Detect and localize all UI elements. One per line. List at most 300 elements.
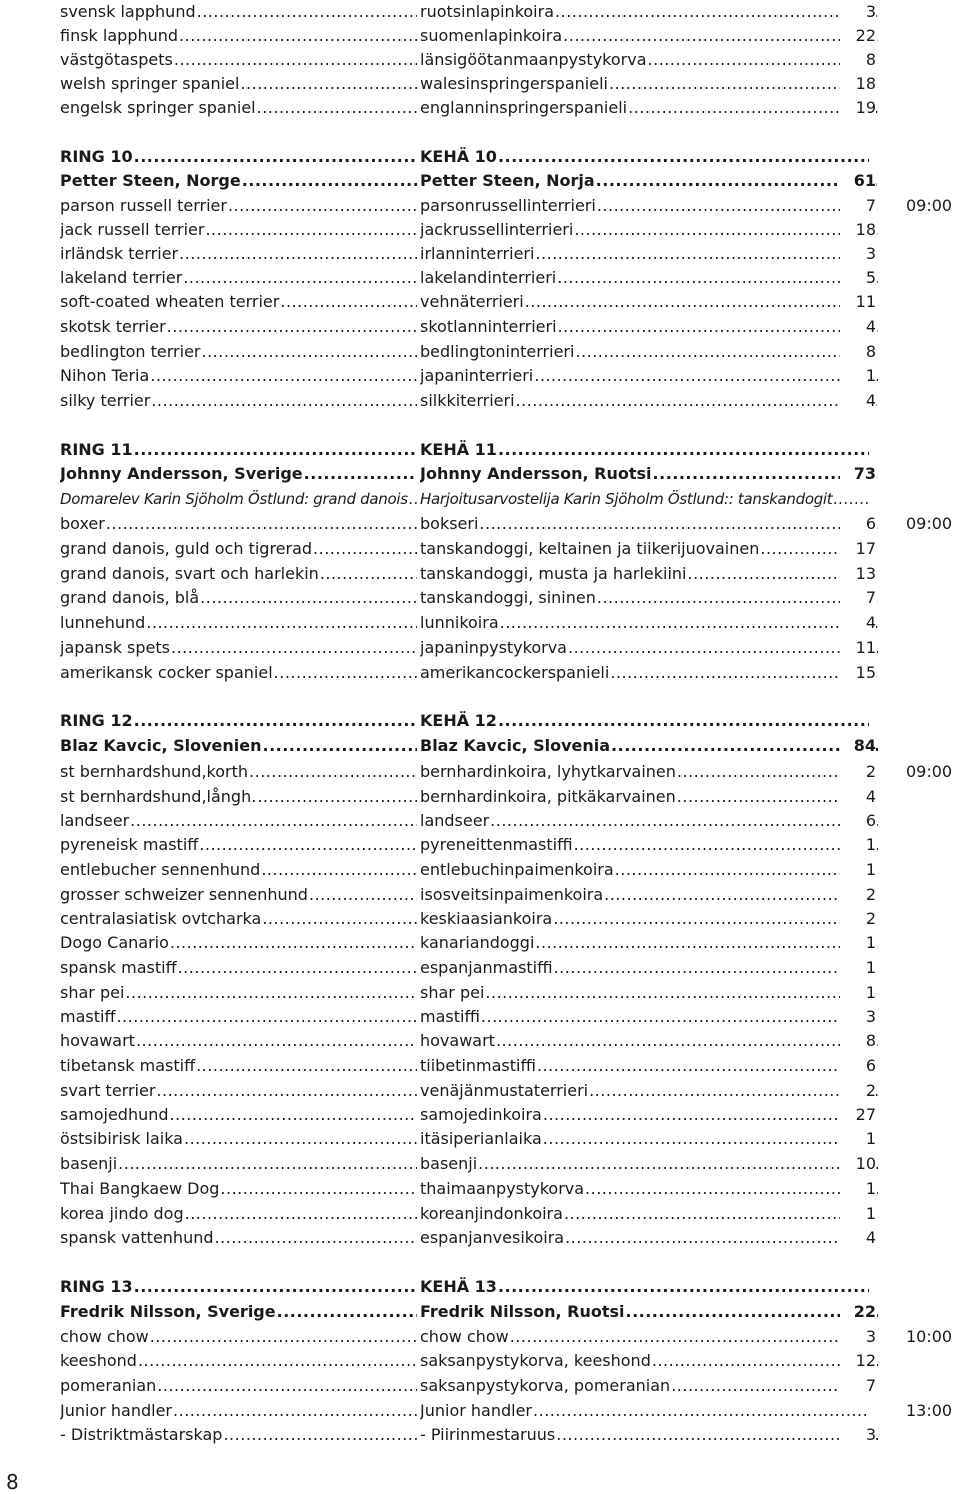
swedish-name: svart terrier bbox=[60, 1081, 156, 1100]
swedish-name: RING 12 bbox=[60, 711, 133, 730]
finnish-name-cell bbox=[420, 709, 869, 733]
swedish-name: keeshond bbox=[60, 1351, 137, 1370]
swedish-name-cell bbox=[60, 512, 417, 536]
swedish-name-cell bbox=[60, 785, 417, 809]
breed-row bbox=[0, 1054, 960, 1078]
finnish-name-cell bbox=[420, 611, 878, 635]
finnish-name: bokseri bbox=[420, 514, 479, 533]
finnish-name: itäsiperianlaika bbox=[420, 1129, 542, 1148]
finnish-name-cell bbox=[420, 1325, 878, 1349]
swedish-name-cell bbox=[60, 290, 417, 314]
ring-header-row bbox=[0, 462, 960, 486]
swedish-name-cell bbox=[60, 760, 417, 784]
swedish-name: västgötaspets bbox=[60, 50, 173, 69]
finnish-name-cell bbox=[420, 48, 878, 72]
finnish-name: KEHÄ 10 bbox=[420, 147, 497, 166]
swedish-name: grand danois, svart och harlekin bbox=[60, 564, 319, 583]
entry-count: 2 bbox=[840, 883, 876, 907]
entry-count: 8 bbox=[840, 340, 876, 364]
entry-count: 3 bbox=[840, 1423, 876, 1447]
finnish-name-cell bbox=[420, 266, 878, 290]
entry-count: 1 bbox=[840, 833, 876, 857]
entry-count: 6 bbox=[840, 1054, 876, 1078]
start-time: 10:00 bbox=[906, 1327, 953, 1346]
ring-header-row bbox=[0, 734, 960, 758]
finnish-name-cell bbox=[420, 1349, 878, 1373]
entry-count: 1 bbox=[840, 1177, 876, 1201]
finnish-name: shar pei bbox=[420, 983, 485, 1002]
finnish-name-cell bbox=[420, 1103, 878, 1127]
swedish-name-cell bbox=[60, 389, 417, 413]
swedish-name: lunnehund bbox=[60, 613, 146, 632]
finnish-name: KEHÄ 11 bbox=[420, 440, 497, 459]
entry-count: 13 bbox=[840, 562, 876, 586]
finnish-name: walesinspringerspanieli bbox=[420, 74, 608, 93]
finnish-name: tanskandoggi, sininen bbox=[420, 588, 596, 607]
finnish-name-cell bbox=[420, 487, 869, 511]
swedish-name-cell bbox=[60, 438, 417, 462]
swedish-name-cell bbox=[60, 72, 417, 96]
breed-row bbox=[0, 1029, 960, 1053]
swedish-name: svensk lapphund bbox=[60, 2, 196, 21]
breed-row bbox=[0, 1103, 960, 1127]
finnish-name: ruotsinlapinkoira bbox=[420, 2, 555, 21]
finnish-name-cell bbox=[420, 586, 878, 610]
swedish-name-cell bbox=[60, 218, 417, 242]
finnish-name-cell bbox=[420, 1374, 878, 1398]
swedish-name-cell bbox=[60, 340, 417, 364]
swedish-name: östsibirisk laika bbox=[60, 1129, 183, 1148]
finnish-name: entlebuchinpaimenkoira bbox=[420, 860, 614, 879]
finnish-name: lunnikoira bbox=[420, 613, 499, 632]
finnish-name: bedlingtoninterrieri bbox=[420, 342, 575, 361]
breed-row bbox=[0, 809, 960, 833]
breed-row bbox=[0, 1152, 960, 1176]
finnish-name-cell bbox=[420, 462, 878, 486]
swedish-name: Nihon Teria bbox=[60, 366, 150, 385]
entry-count: 3 bbox=[840, 0, 876, 24]
finnish-name-cell bbox=[420, 1152, 878, 1176]
finnish-name: vehnäterrieri bbox=[420, 292, 524, 311]
finnish-name: espanjanvesikoira bbox=[420, 1228, 565, 1247]
swedish-name: silky terrier bbox=[60, 391, 151, 410]
entry-count: 1 bbox=[840, 956, 876, 980]
finnish-name-cell bbox=[420, 340, 878, 364]
entry-count: 8 bbox=[840, 1029, 876, 1053]
breed-row bbox=[0, 364, 960, 388]
entry-count: 1 bbox=[840, 364, 876, 388]
swedish-name-cell bbox=[60, 636, 417, 660]
breed-row bbox=[0, 1399, 960, 1423]
swedish-name: Domarelev Karin Sjöholm Östlund: grand danois bbox=[60, 490, 408, 508]
swedish-name: irländsk terrier bbox=[60, 244, 179, 263]
swedish-name-cell bbox=[60, 24, 417, 48]
finnish-name: lakelandinterrieri bbox=[420, 268, 557, 287]
finnish-name: isosveitsinpaimenkoira bbox=[420, 885, 604, 904]
finnish-name: japaninterrieri bbox=[420, 366, 534, 385]
swedish-name: basenji bbox=[60, 1154, 118, 1173]
finnish-name: samojedinkoira bbox=[420, 1105, 542, 1124]
finnish-name-cell bbox=[420, 96, 878, 120]
swedish-name-cell bbox=[60, 1275, 417, 1299]
swedish-name-cell bbox=[60, 709, 417, 733]
swedish-name: spansk mastiff bbox=[60, 958, 177, 977]
finnish-name: keskiaasiankoira bbox=[420, 909, 553, 928]
swedish-name-cell bbox=[60, 169, 417, 193]
finnish-name: saksanpystykorva, keeshond bbox=[420, 1351, 651, 1370]
finnish-name: espanjanmastiffi bbox=[420, 958, 553, 977]
swedish-name: korea jindo dog bbox=[60, 1204, 184, 1223]
swedish-name: - Distriktmästarskap bbox=[60, 1425, 223, 1444]
finnish-name-cell bbox=[420, 537, 878, 561]
finnish-name: amerikancockerspanieli bbox=[420, 663, 610, 682]
entry-count: 18 bbox=[840, 72, 876, 96]
swedish-name-cell bbox=[60, 1029, 417, 1053]
finnish-name-cell bbox=[420, 1079, 878, 1103]
finnish-name: jackrussellinterrieri bbox=[420, 220, 574, 239]
breed-row bbox=[0, 72, 960, 96]
finnish-name-cell bbox=[420, 194, 878, 218]
swedish-name-cell bbox=[60, 242, 417, 266]
swedish-name-cell bbox=[60, 145, 417, 169]
swedish-name-cell bbox=[60, 661, 417, 685]
breed-row bbox=[0, 956, 960, 980]
breed-row bbox=[0, 24, 960, 48]
finnish-name: thaimaanpystykorva bbox=[420, 1179, 585, 1198]
entry-count: 1 bbox=[840, 1202, 876, 1226]
finnish-name-cell bbox=[420, 734, 878, 758]
breed-row bbox=[0, 907, 960, 931]
start-time: 09:00 bbox=[906, 762, 953, 781]
swedish-name-cell bbox=[60, 1202, 417, 1226]
finnish-name: tanskandoggi, musta ja harlekiini bbox=[420, 564, 687, 583]
swedish-name-cell bbox=[60, 1349, 417, 1373]
swedish-name-cell bbox=[60, 1300, 417, 1324]
start-time: 09:00 bbox=[906, 514, 953, 533]
entry-count: 3 bbox=[840, 1005, 876, 1029]
breed-row bbox=[0, 981, 960, 1005]
entry-count: 18 bbox=[840, 218, 876, 242]
finnish-name: länsigöötanmaanpystykorva bbox=[420, 50, 647, 69]
swedish-name-cell bbox=[60, 931, 417, 955]
entry-count: 73 bbox=[840, 462, 876, 486]
entry-count: 7 bbox=[840, 1374, 876, 1398]
entry-count: 17 bbox=[840, 537, 876, 561]
finnish-name-cell bbox=[420, 1226, 878, 1250]
swedish-name-cell bbox=[60, 809, 417, 833]
swedish-name-cell bbox=[60, 266, 417, 290]
swedish-name: tibetansk mastiff bbox=[60, 1056, 196, 1075]
swedish-name-cell bbox=[60, 611, 417, 635]
swedish-name-cell bbox=[60, 1423, 417, 1447]
finnish-name-cell bbox=[420, 145, 869, 169]
finnish-name: venäjänmustaterrieri bbox=[420, 1081, 589, 1100]
finnish-name: mastiffi bbox=[420, 1007, 480, 1026]
finnish-name-cell bbox=[420, 661, 878, 685]
swedish-name-cell bbox=[60, 1226, 417, 1250]
finnish-name-cell bbox=[420, 858, 878, 882]
breed-row bbox=[0, 562, 960, 586]
swedish-name: lakeland terrier bbox=[60, 268, 183, 287]
finnish-name: Johnny Andersson, Ruotsi bbox=[420, 464, 652, 483]
entry-count: 4 bbox=[840, 315, 876, 339]
breed-row bbox=[0, 266, 960, 290]
entry-count: 11 bbox=[840, 636, 876, 660]
swedish-name: Dogo Canario bbox=[60, 933, 169, 952]
entry-count: 7 bbox=[840, 194, 876, 218]
ring-header-row bbox=[0, 1275, 960, 1299]
breed-row bbox=[0, 48, 960, 72]
finnish-name-cell bbox=[420, 760, 878, 784]
finnish-name-cell bbox=[420, 218, 878, 242]
swedish-name: skotsk terrier bbox=[60, 317, 166, 336]
entry-count: 7 bbox=[840, 586, 876, 610]
swedish-name: entlebucher sennenhund bbox=[60, 860, 261, 879]
swedish-name-cell bbox=[60, 586, 417, 610]
finnish-name: japaninpystykorva bbox=[420, 638, 567, 657]
finnish-name-cell bbox=[420, 1300, 878, 1324]
entry-count: 19 bbox=[840, 96, 876, 120]
swedish-name-cell bbox=[60, 1005, 417, 1029]
finnish-name: pyreneittenmastiffi bbox=[420, 835, 573, 854]
finnish-name: - Piirinmestaruus bbox=[420, 1425, 556, 1444]
breed-row bbox=[0, 858, 960, 882]
swedish-name: finsk lapphund bbox=[60, 26, 179, 45]
finnish-name: saksanpystykorva, pomeranian bbox=[420, 1376, 671, 1395]
finnish-name-cell bbox=[420, 242, 878, 266]
swedish-name: jack russell terrier bbox=[60, 220, 205, 239]
start-time: 09:00 bbox=[906, 196, 953, 215]
swedish-name: japansk spets bbox=[60, 638, 170, 657]
breed-row bbox=[0, 512, 960, 536]
swedish-name-cell bbox=[60, 956, 417, 980]
breed-row bbox=[0, 1005, 960, 1029]
swedish-name-cell bbox=[60, 0, 417, 24]
swedish-name: engelsk springer spaniel bbox=[60, 98, 256, 117]
finnish-name-cell bbox=[420, 956, 878, 980]
entry-count: 2 bbox=[840, 1079, 876, 1103]
finnish-name-cell bbox=[420, 0, 878, 24]
swedish-name: soft-coated wheaten terrier bbox=[60, 292, 280, 311]
finnish-name-cell bbox=[420, 785, 878, 809]
finnish-name-cell bbox=[420, 389, 878, 413]
breed-row bbox=[0, 290, 960, 314]
swedish-name-cell bbox=[60, 364, 417, 388]
finnish-name-cell bbox=[420, 364, 878, 388]
entry-count: 11 bbox=[840, 290, 876, 314]
finnish-name: bernhardinkoira, lyhytkarvainen bbox=[420, 762, 676, 781]
ring-header-row bbox=[0, 438, 960, 462]
finnish-name-cell bbox=[420, 562, 878, 586]
start-time: 13:00 bbox=[906, 1401, 953, 1420]
entry-count: 3 bbox=[840, 242, 876, 266]
breed-row bbox=[0, 315, 960, 339]
finnish-name-cell bbox=[420, 1029, 878, 1053]
breed-row bbox=[0, 1374, 960, 1398]
finnish-name-cell bbox=[420, 931, 878, 955]
ring-header-row bbox=[0, 709, 960, 733]
swedish-name-cell bbox=[60, 487, 417, 511]
finnish-name-cell bbox=[420, 636, 878, 660]
entry-count: 10 bbox=[840, 1152, 876, 1176]
breed-row bbox=[0, 1202, 960, 1226]
finnish-name-cell bbox=[420, 1399, 869, 1423]
breed-row bbox=[0, 636, 960, 660]
entry-count: 1 bbox=[840, 931, 876, 955]
breed-row bbox=[0, 883, 960, 907]
entry-count: 6 bbox=[840, 512, 876, 536]
entry-count: 4 bbox=[840, 1226, 876, 1250]
finnish-name: irlanninterrieri bbox=[420, 244, 535, 263]
swedish-name: RING 13 bbox=[60, 1277, 133, 1296]
swedish-name-cell bbox=[60, 1152, 417, 1176]
swedish-name: boxer bbox=[60, 514, 105, 533]
entry-count: 4 bbox=[840, 389, 876, 413]
entry-count: 22 bbox=[840, 24, 876, 48]
breed-row bbox=[0, 1079, 960, 1103]
swedish-name: st bernhardshund,långh. bbox=[60, 787, 257, 806]
breed-row bbox=[0, 1423, 960, 1447]
swedish-name-cell bbox=[60, 537, 417, 561]
swedish-name: grosser schweizer sennenhund bbox=[60, 885, 308, 904]
note-row bbox=[0, 487, 960, 511]
finnish-name-cell bbox=[420, 1423, 878, 1447]
swedish-name: bedlington terrier bbox=[60, 342, 201, 361]
swedish-name-cell bbox=[60, 562, 417, 586]
swedish-name-cell bbox=[60, 907, 417, 931]
swedish-name: pomeranian bbox=[60, 1376, 157, 1395]
entry-count: 84 bbox=[840, 734, 876, 758]
breed-row bbox=[0, 661, 960, 685]
finnish-name-cell bbox=[420, 72, 878, 96]
swedish-name-cell bbox=[60, 48, 417, 72]
finnish-name: suomenlapinkoira bbox=[420, 26, 563, 45]
swedish-name-cell bbox=[60, 1177, 417, 1201]
finnish-name: landseer bbox=[420, 811, 490, 830]
finnish-name: parsonrussellinterrieri bbox=[420, 196, 596, 215]
finnish-name-cell bbox=[420, 809, 878, 833]
entry-count: 2 bbox=[840, 760, 876, 784]
breed-row bbox=[0, 389, 960, 413]
entry-count: 5 bbox=[840, 266, 876, 290]
swedish-name: st bernhardshund,korth bbox=[60, 762, 249, 781]
breed-row bbox=[0, 0, 960, 24]
finnish-name-cell bbox=[420, 1005, 878, 1029]
ring-header-row bbox=[0, 1300, 960, 1324]
swedish-name-cell bbox=[60, 1079, 417, 1103]
swedish-name-cell bbox=[60, 981, 417, 1005]
swedish-name: grand danois, blå bbox=[60, 588, 200, 607]
entry-count: 15 bbox=[840, 661, 876, 685]
finnish-name-cell bbox=[420, 1275, 869, 1299]
finnish-name: englanninspringerspanieli bbox=[420, 98, 628, 117]
entry-count: 12 bbox=[840, 1349, 876, 1373]
finnish-name-cell bbox=[420, 907, 878, 931]
finnish-name-cell bbox=[420, 1127, 878, 1151]
ring-header-row bbox=[0, 169, 960, 193]
finnish-name: basenji bbox=[420, 1154, 478, 1173]
finnish-name: silkkiterrieri bbox=[420, 391, 515, 410]
swedish-name: parson russell terrier bbox=[60, 196, 227, 215]
breed-row bbox=[0, 1349, 960, 1373]
swedish-name-cell bbox=[60, 833, 417, 857]
finnish-name: Fredrik Nilsson, Ruotsi bbox=[420, 1302, 625, 1321]
entry-count: 3 bbox=[840, 1325, 876, 1349]
entry-count: 8 bbox=[840, 48, 876, 72]
finnish-name-cell bbox=[420, 290, 878, 314]
finnish-name: chow chow bbox=[420, 1327, 509, 1346]
finnish-name: kanariandoggi bbox=[420, 933, 535, 952]
swedish-name: shar pei bbox=[60, 983, 125, 1002]
swedish-name: Johnny Andersson, Sverige bbox=[60, 464, 303, 483]
swedish-name-cell bbox=[60, 315, 417, 339]
swedish-name: RING 11 bbox=[60, 440, 133, 459]
swedish-name: Blaz Kavcic, Slovenien bbox=[60, 736, 262, 755]
ring-header-row bbox=[0, 145, 960, 169]
entry-count: 1 bbox=[840, 981, 876, 1005]
swedish-name: Petter Steen, Norge bbox=[60, 171, 241, 190]
entry-count: 2 bbox=[840, 907, 876, 931]
entry-count: 1 bbox=[840, 858, 876, 882]
swedish-name: Fredrik Nilsson, Sverige bbox=[60, 1302, 276, 1321]
entry-count: 22 bbox=[840, 1300, 876, 1324]
entry-count: 1 bbox=[840, 1127, 876, 1151]
swedish-name: spansk vattenhund bbox=[60, 1228, 214, 1247]
swedish-name-cell bbox=[60, 883, 417, 907]
finnish-name-cell bbox=[420, 315, 878, 339]
swedish-name: hovawart bbox=[60, 1031, 135, 1050]
swedish-name-cell bbox=[60, 858, 417, 882]
swedish-name-cell bbox=[60, 1127, 417, 1151]
finnish-name: koreanjindonkoira bbox=[420, 1204, 563, 1223]
finnish-name-cell bbox=[420, 883, 878, 907]
entry-count: 4 bbox=[840, 611, 876, 635]
finnish-name: Junior handler bbox=[420, 1401, 533, 1420]
swedish-name: chow chow bbox=[60, 1327, 149, 1346]
finnish-name: hovawart bbox=[420, 1031, 495, 1050]
breed-row bbox=[0, 760, 960, 784]
breed-row bbox=[0, 242, 960, 266]
swedish-name: welsh springer spaniel bbox=[60, 74, 240, 93]
breed-row bbox=[0, 785, 960, 809]
swedish-name-cell bbox=[60, 1325, 417, 1349]
finnish-name-cell bbox=[420, 169, 878, 193]
finnish-name: tiibetinmastiffi bbox=[420, 1056, 536, 1075]
entry-count: 27 bbox=[840, 1103, 876, 1127]
finnish-name-cell bbox=[420, 1177, 878, 1201]
swedish-name-cell bbox=[60, 1374, 417, 1398]
breed-row bbox=[0, 1226, 960, 1250]
entry-count: 6 bbox=[840, 809, 876, 833]
breed-row bbox=[0, 537, 960, 561]
entry-count: 61 bbox=[840, 169, 876, 193]
swedish-name-cell bbox=[60, 734, 417, 758]
breed-row bbox=[0, 1325, 960, 1349]
swedish-name: Thai Bangkaew Dog bbox=[60, 1179, 220, 1198]
finnish-name: KEHÄ 13 bbox=[420, 1277, 497, 1296]
breed-row bbox=[0, 96, 960, 120]
swedish-name: samojedhund bbox=[60, 1105, 169, 1124]
swedish-name: landseer bbox=[60, 811, 130, 830]
finnish-name: KEHÄ 12 bbox=[420, 711, 497, 730]
finnish-name: bernhardinkoira, pitkäkarvainen bbox=[420, 787, 676, 806]
breed-row bbox=[0, 586, 960, 610]
finnish-name: skotlanninterrieri bbox=[420, 317, 557, 336]
finnish-name: Blaz Kavcic, Slovenia bbox=[420, 736, 611, 755]
swedish-name: pyreneisk mastiff bbox=[60, 835, 199, 854]
page-number: 8 bbox=[6, 1470, 19, 1494]
breed-row bbox=[0, 340, 960, 364]
